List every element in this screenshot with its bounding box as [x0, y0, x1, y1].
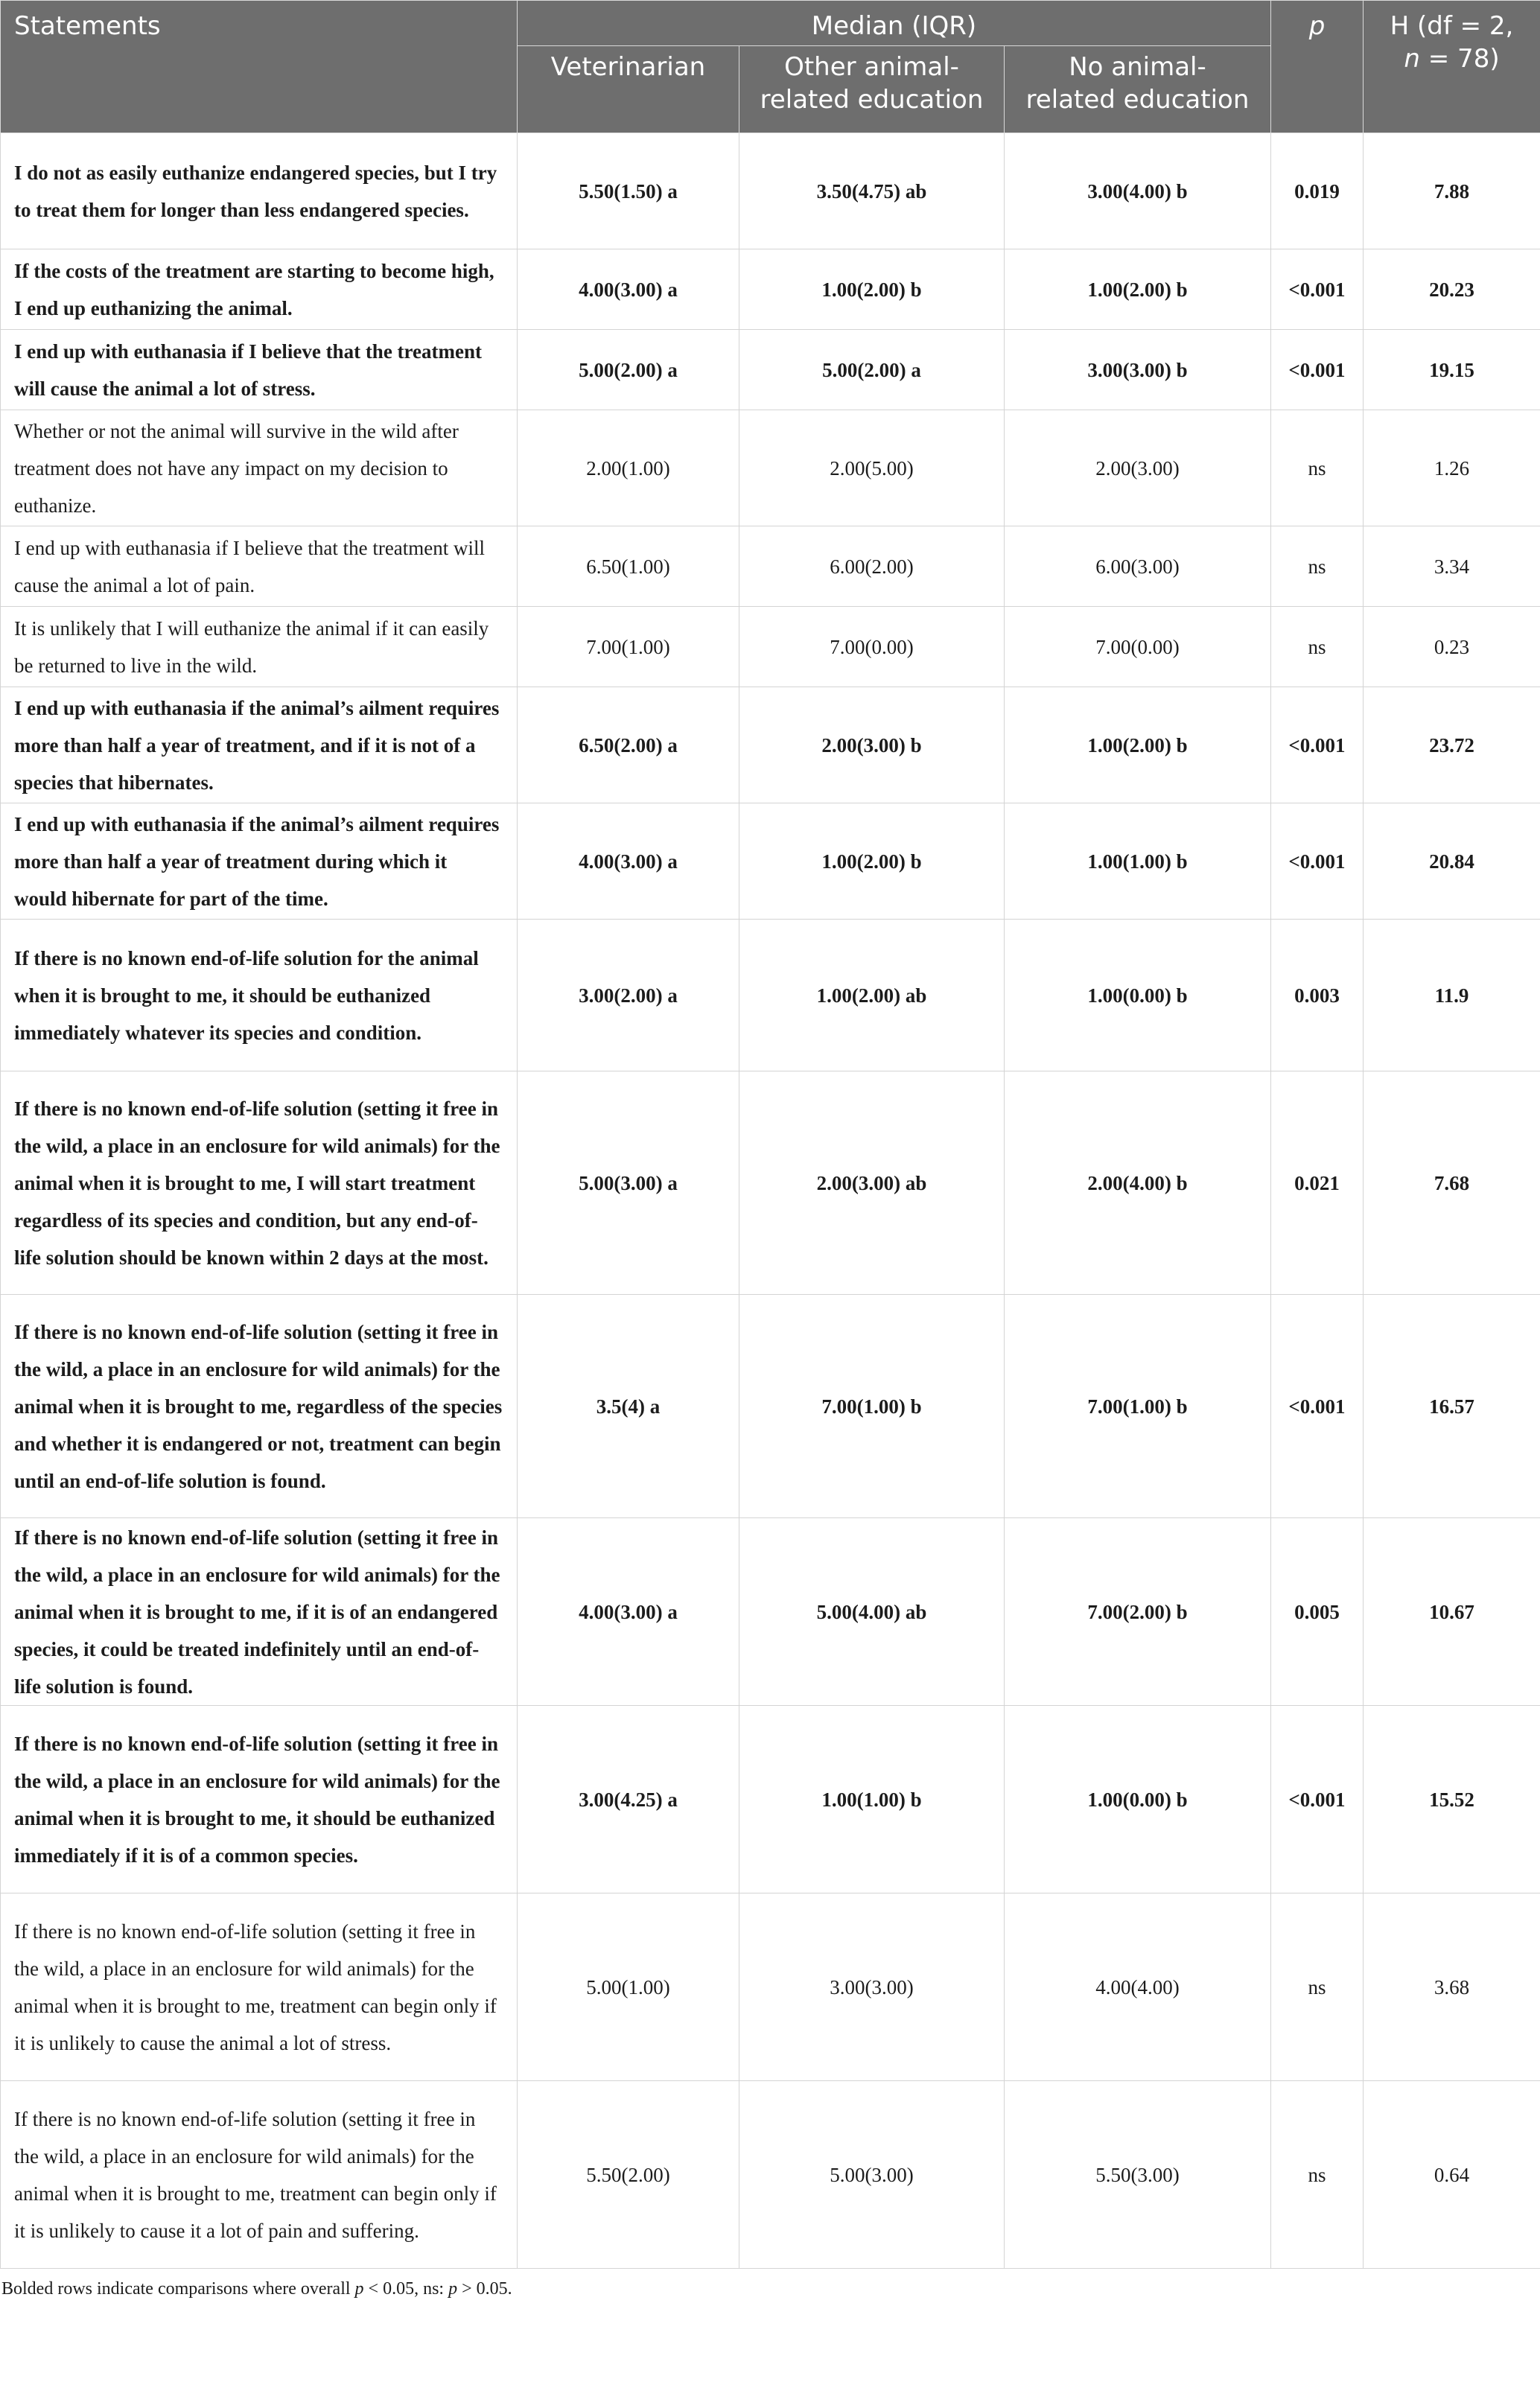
other-education-cell: 2.00(3.00) ab: [739, 1071, 1005, 1295]
no-education-cell: 6.00(3.00): [1005, 526, 1271, 607]
statement-cell: If there is no known end-of-life solution (setting it free in the wild, a place in an enclosure for wild animals) for the animal when it is brought to me, treatment can begin only if it is unlikely to cause the animal a lot of stress.: [1, 1893, 518, 2081]
no-education-cell: 3.00(3.00) b: [1005, 330, 1271, 410]
header-none-line2: related education: [1025, 85, 1250, 115]
statement-cell: I end up with euthanasia if I believe that the treatment will cause the animal a lot of pain.: [1, 526, 518, 607]
p-value-cell: <0.001: [1271, 249, 1364, 330]
no-education-cell: 3.00(4.00) b: [1005, 133, 1271, 249]
h-value-cell: 3.34: [1364, 526, 1540, 607]
other-education-cell: 5.00(2.00) a: [739, 330, 1005, 410]
table-row: [1, 1071, 1540, 1295]
p-value-cell: ns: [1271, 1893, 1364, 2081]
veterinarian-cell: 6.50(1.00): [518, 526, 739, 607]
veterinarian-cell: 5.00(3.00) a: [518, 1071, 739, 1295]
h-value-cell: 19.15: [1364, 330, 1540, 410]
statement-cell: If there is no known end-of-life solution (setting it free in the wild, a place in an enclosure for wild animals) for the animal when it is brought to me, treatment can begin only if it is unlikely to cause it a lot of pain and suffering.: [1, 2081, 518, 2269]
h-value-cell: 0.23: [1364, 607, 1540, 687]
footnote-part3: > 0.05.: [457, 2279, 512, 2299]
no-education-cell: 1.00(1.00) b: [1005, 803, 1271, 920]
statement-cell: I end up with euthanasia if I believe that the treatment will cause the animal a lot of stress.: [1, 330, 518, 410]
other-education-cell: 1.00(1.00) b: [739, 1706, 1005, 1893]
statement-cell: If there is no known end-of-life solution for the animal when it is brought to me, it should be euthanized immediately whatever its species and condition.: [1, 920, 518, 1071]
other-education-cell: 7.00(1.00) b: [739, 1295, 1005, 1518]
table-footnote: [0, 2269, 1540, 2299]
h-value-cell: 10.67: [1364, 1518, 1540, 1706]
veterinarian-cell: 5.00(2.00) a: [518, 330, 739, 410]
h-value-cell: 1.26: [1364, 410, 1540, 526]
header-no-animal-education: [1005, 46, 1271, 133]
no-education-cell: 7.00(0.00): [1005, 607, 1271, 687]
other-education-cell: 1.00(2.00) b: [739, 249, 1005, 330]
p-value-cell: ns: [1271, 607, 1364, 687]
no-education-cell: 5.50(3.00): [1005, 2081, 1271, 2269]
table-body: [1, 133, 1540, 2269]
table-row: [1, 2081, 1540, 2269]
h-value-cell: 7.88: [1364, 133, 1540, 249]
header-p: p: [1271, 1, 1364, 133]
other-education-cell: 1.00(2.00) ab: [739, 920, 1005, 1071]
statement-cell: I end up with euthanasia if the animal’s ailment requires more than half a year of treatment, and if it is not of a species that hibernates.: [1, 687, 518, 803]
statement-cell: I do not as easily euthanize endangered species, but I try to treat them for longer than less endangered species.: [1, 133, 518, 249]
h-value-cell: 20.84: [1364, 803, 1540, 920]
h-value-cell: 11.9: [1364, 920, 1540, 1071]
p-value-cell: 0.019: [1271, 133, 1364, 249]
veterinarian-cell: 2.00(1.00): [518, 410, 739, 526]
other-education-cell: 1.00(2.00) b: [739, 803, 1005, 920]
veterinarian-cell: 5.00(1.00): [518, 1893, 739, 2081]
table-row: [1, 526, 1540, 607]
table-row: [1, 920, 1540, 1071]
no-education-cell: 4.00(4.00): [1005, 1893, 1271, 2081]
table-header: [1, 1, 1540, 133]
header-veterinarian: Veterinarian: [518, 46, 739, 133]
p-value-cell: ns: [1271, 410, 1364, 526]
other-education-cell: 6.00(2.00): [739, 526, 1005, 607]
p-value-cell: <0.001: [1271, 803, 1364, 920]
h-value-cell: 0.64: [1364, 2081, 1540, 2269]
veterinarian-cell: 7.00(1.00): [518, 607, 739, 687]
table-row: [1, 687, 1540, 803]
other-education-cell: 2.00(3.00) b: [739, 687, 1005, 803]
p-value-cell: <0.001: [1271, 687, 1364, 803]
header-h-line2: = 78): [1419, 44, 1500, 74]
h-value-cell: 3.68: [1364, 1893, 1540, 2081]
p-value-cell: ns: [1271, 526, 1364, 607]
table-row: [1, 1295, 1540, 1518]
header-h-statistic: [1364, 1, 1540, 133]
veterinarian-cell: 4.00(3.00) a: [518, 1518, 739, 1706]
other-education-cell: 3.00(3.00): [739, 1893, 1005, 2081]
h-value-cell: 7.68: [1364, 1071, 1540, 1295]
veterinarian-cell: 6.50(2.00) a: [518, 687, 739, 803]
table-row: [1, 133, 1540, 249]
statement-cell: If the costs of the treatment are starting to become high, I end up euthanizing the animal.: [1, 249, 518, 330]
statement-cell: If there is no known end-of-life solution (setting it free in the wild, a place in an enclosure for wild animals) for the animal when it is brought to me, regardless of the species and whether it is endangered or not, treatment can begin until an end-of-life solution is found.: [1, 1295, 518, 1518]
veterinarian-cell: 3.5(4) a: [518, 1295, 739, 1518]
statement-cell: If there is no known end-of-life solution (setting it free in the wild, a place in an enclosure for wild animals) for the animal when it is brought to me, if it is of an endangered species, it could be treated indefinitely until an end-of-life solution is found.: [1, 1518, 518, 1706]
statement-cell: I end up with euthanasia if the animal’s ailment requires more than half a year of treatment during which it would hibernate for part of the time.: [1, 803, 518, 920]
table-row: [1, 249, 1540, 330]
h-value-cell: 16.57: [1364, 1295, 1540, 1518]
table-row: [1, 803, 1540, 920]
p-value-cell: <0.001: [1271, 330, 1364, 410]
header-other-animal-education: [739, 46, 1005, 133]
statement-cell: It is unlikely that I will euthanize the animal if it can easily be returned to live in the wild.: [1, 607, 518, 687]
table-row: [1, 1518, 1540, 1706]
p-value-cell: 0.005: [1271, 1518, 1364, 1706]
no-education-cell: 1.00(2.00) b: [1005, 687, 1271, 803]
footnote-part1: Bolded rows indicate comparisons where overall: [1, 2279, 355, 2299]
other-education-cell: 5.00(4.00) ab: [739, 1518, 1005, 1706]
header-other-line2: related education: [760, 85, 984, 115]
veterinarian-cell: 5.50(1.50) a: [518, 133, 739, 249]
veterinarian-cell: 4.00(3.00) a: [518, 803, 739, 920]
veterinarian-cell: 3.00(2.00) a: [518, 920, 739, 1071]
veterinarian-cell: 3.00(4.25) a: [518, 1706, 739, 1893]
statement-cell: If there is no known end-of-life solution (setting it free in the wild, a place in an enclosure for wild animals) for the animal when it is brought to me, it should be euthanized immediately if it is of a common species.: [1, 1706, 518, 1893]
h-value-cell: 20.23: [1364, 249, 1540, 330]
other-education-cell: 7.00(0.00): [739, 607, 1005, 687]
other-education-cell: 5.00(3.00): [739, 2081, 1005, 2269]
header-other-line1: Other animal-: [784, 52, 959, 82]
veterinarian-cell: 4.00(3.00) a: [518, 249, 739, 330]
table-row: [1, 410, 1540, 526]
footnote-part2: < 0.05, ns:: [363, 2279, 449, 2299]
h-value-cell: 23.72: [1364, 687, 1540, 803]
header-h-line1: H (df = 2,: [1390, 11, 1514, 41]
table-row: [1, 1893, 1540, 2081]
p-value-cell: ns: [1271, 2081, 1364, 2269]
table-row: [1, 1706, 1540, 1893]
table-row: [1, 607, 1540, 687]
other-education-cell: 2.00(5.00): [739, 410, 1005, 526]
footnote-p2: p: [448, 2279, 458, 2299]
footnote-p1: p: [354, 2279, 364, 2299]
p-value-cell: 0.003: [1271, 920, 1364, 1071]
no-education-cell: 7.00(1.00) b: [1005, 1295, 1271, 1518]
table-row: [1, 330, 1540, 410]
statement-cell: If there is no known end-of-life solution (setting it free in the wild, a place in an enclosure for wild animals) for the animal when it is brought to me, I will start treatment regardless of its species and condition, but any end-of-life solution should be known within 2 days at the most.: [1, 1071, 518, 1295]
no-education-cell: 1.00(0.00) b: [1005, 920, 1271, 1071]
statement-cell: Whether or not the animal will survive in the wild after treatment does not have any impact on my decision to euthanize.: [1, 410, 518, 526]
header-median-iqr: Median (IQR): [518, 1, 1271, 46]
header-row-top: [1, 1, 1540, 46]
no-education-cell: 1.00(2.00) b: [1005, 249, 1271, 330]
header-h-n: n: [1404, 44, 1420, 74]
h-value-cell: 15.52: [1364, 1706, 1540, 1893]
header-none-line1: No animal-: [1069, 52, 1206, 82]
veterinarian-cell: 5.50(2.00): [518, 2081, 739, 2269]
no-education-cell: 2.00(4.00) b: [1005, 1071, 1271, 1295]
p-value-cell: 0.021: [1271, 1071, 1364, 1295]
p-value-cell: <0.001: [1271, 1706, 1364, 1893]
no-education-cell: 7.00(2.00) b: [1005, 1518, 1271, 1706]
p-value-cell: <0.001: [1271, 1295, 1364, 1518]
no-education-cell: 1.00(0.00) b: [1005, 1706, 1271, 1893]
other-education-cell: 3.50(4.75) ab: [739, 133, 1005, 249]
header-statements: Statements: [1, 1, 518, 133]
no-education-cell: 2.00(3.00): [1005, 410, 1271, 526]
